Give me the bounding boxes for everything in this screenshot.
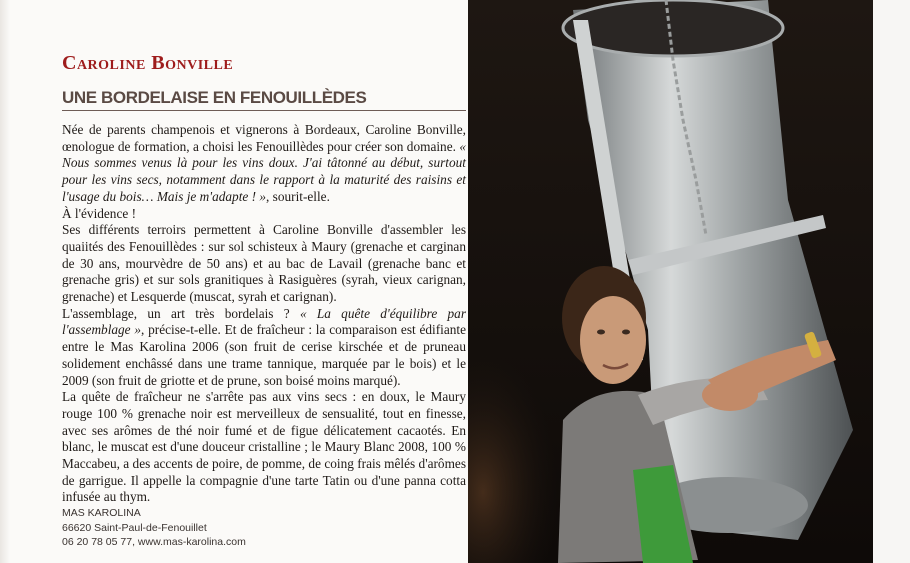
contact-name: MAS KAROLINA <box>62 507 141 519</box>
assemblage-text: L'assemblage, un art très bordelais ? <box>62 305 300 321</box>
eye-left <box>597 330 605 335</box>
contact-address: 66620 Saint-Paul-de-Fenouillet <box>62 521 207 534</box>
assemblage-quote: « La quête d'équilibre par l'assemblage » <box>62 305 466 338</box>
paragraph-terroirs: Ses différents terroirs permettent à Caroline Bonville d'assembler les quaiités des Fenouillèdes : sur sol schisteux à Maury (grenache et carginan de 30 ans, mourvèdre de 50 ans) et au bac de Lavail (grenache banc et grenache gris) et sur sols granitiques à Rasiguères (syrah, vieux carignan, grenache) et Lesquerde (muscat, syrah et carignan). <box>62 222 466 305</box>
face <box>580 296 646 384</box>
paragraph-fraicheur: La quête de fraîcheur ne s'arrête pas aux vins secs : en doux, le Maury rouge 100 % grenache noir est merveilleux de sensualité, tout en finesse, avec ses arômes de thé noir fumé et de figue délicatement cacaotés. En blanc, le muscat est d'une douceur cristalline ; le Maury Blanc 2008, 100 % Maccabeu, a des accents de poire, de pomme, de coing frais mêlés d'arômes de garrigue. Il appelle la compagnie d'une tarte Tatin ou d'une panna cotta infusée au thym. <box>62 389 466 505</box>
intro-tail: , sourit-elle. <box>266 188 330 204</box>
article-subtitle: UNE BORDELAISE EN FENOUILLÈDES <box>62 88 466 111</box>
eye-right <box>622 330 630 335</box>
paragraph-assemblage <box>62 306 466 390</box>
right-margin <box>873 0 910 563</box>
page-edge <box>0 0 10 563</box>
paragraph-intro <box>62 122 466 206</box>
article-body <box>62 122 466 506</box>
contact-block <box>62 506 362 550</box>
photo-illustration <box>468 0 873 563</box>
intro-quote: « Nous sommes venus là pour les vins doux. J'ai tâtonné au début, surtout pour les vins secs, notamment dans le rapport à la maturité des raisins et l'usage du bois… Mais je m'adapte ! » <box>62 138 466 204</box>
contact-phone-web: 06 20 78 05 77, www.mas-karolina.com <box>62 536 246 548</box>
assemblage-tail: , précise-t-elle. Et de fraîcheur : la comparaison est édifiante entre le Mas Karolina 2006 (son fruit de cerise kirschée et de pruneau solidement enchâssé dans une trame tannique, marquée par le bois) et le 2009 (son fruit de griotte et de prune, son boisé moins marqué). <box>62 322 466 388</box>
portrait-photo <box>468 0 873 563</box>
article-title: Caroline Bonville <box>62 52 234 74</box>
paragraph-evidence: À l'évidence ! <box>62 205 137 221</box>
intro-text: Née de parents champenois et vignerons à Bordeaux, Caroline Bonville, œnologue de formation, a choisi les Fenouillèdes pour créer son domaine. <box>62 122 466 154</box>
hands <box>702 379 758 411</box>
